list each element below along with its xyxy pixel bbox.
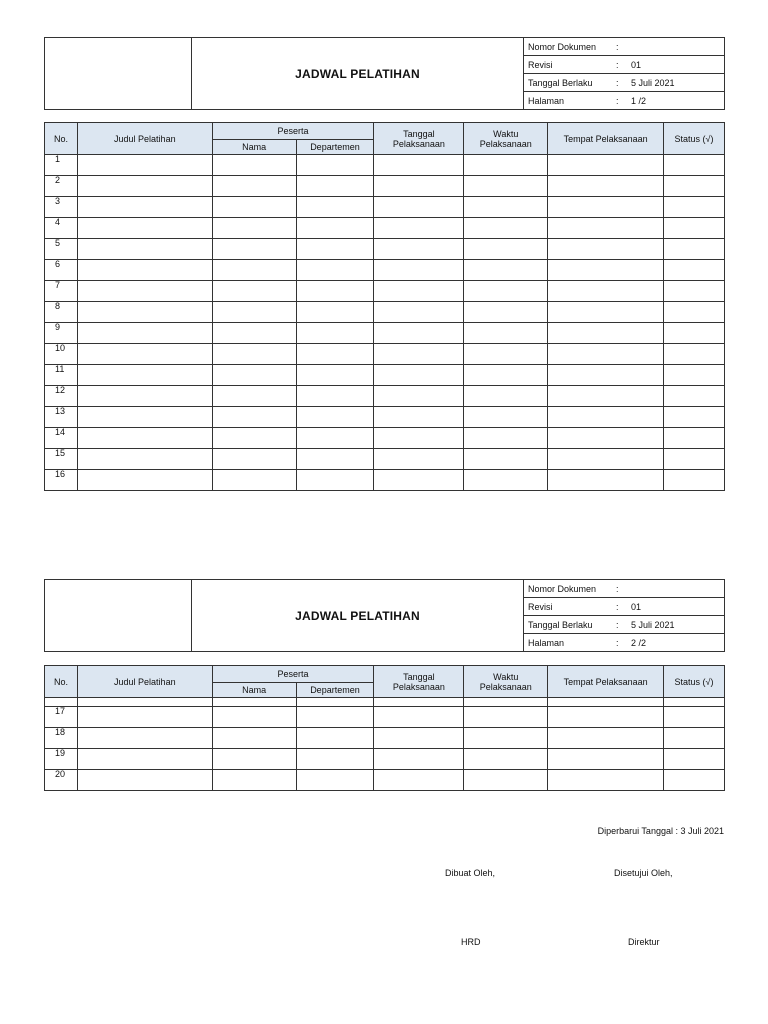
approved-by-label: Disetujui Oleh, — [614, 868, 673, 878]
cell-nama — [212, 428, 296, 449]
cell-nama — [212, 239, 296, 260]
cell-status — [664, 239, 725, 260]
cell-nama — [212, 470, 296, 491]
cell-departemen — [296, 770, 374, 791]
col-no: No. — [45, 123, 78, 155]
logo-area — [45, 38, 192, 110]
cell-waktu — [464, 698, 548, 707]
cell-waktu — [464, 155, 548, 176]
cell-judul — [77, 260, 212, 281]
meta-value: : 1 /2 — [616, 92, 725, 110]
table-row — [45, 281, 725, 302]
table-row — [45, 344, 725, 365]
cell-tanggal — [374, 386, 464, 407]
cell-nama — [212, 344, 296, 365]
cell-tanggal — [374, 281, 464, 302]
cell-departemen — [296, 197, 374, 218]
cell-judul — [77, 428, 212, 449]
meta-label: Halaman — [524, 92, 617, 110]
cell-waktu — [464, 281, 548, 302]
cell-tanggal — [374, 728, 464, 749]
cell-tempat — [548, 365, 664, 386]
col-judul: Judul Pelatihan — [77, 123, 212, 155]
cell-nama — [212, 260, 296, 281]
cell-departemen — [296, 428, 374, 449]
cell-tempat — [548, 218, 664, 239]
document-header-2 — [44, 579, 725, 652]
cell-tempat — [548, 707, 664, 728]
cell-departemen — [296, 176, 374, 197]
cell-waktu — [464, 470, 548, 491]
cell-tanggal — [374, 407, 464, 428]
cell-nama — [212, 176, 296, 197]
cell-status — [664, 302, 725, 323]
cell-waktu — [464, 323, 548, 344]
cell-no: 9 — [45, 323, 78, 344]
meta-value: : 2 /2 — [616, 634, 725, 652]
cell-status — [664, 323, 725, 344]
cell-status — [664, 386, 725, 407]
cell-tanggal — [374, 323, 464, 344]
cell-departemen — [296, 281, 374, 302]
meta-value: : — [616, 580, 725, 598]
cell-waktu — [464, 428, 548, 449]
col-peserta: Peserta — [212, 666, 374, 683]
cell-judul — [77, 365, 212, 386]
cell-status — [664, 770, 725, 791]
cell-status — [664, 428, 725, 449]
cell-nama — [212, 365, 296, 386]
cell-status — [664, 698, 725, 707]
cell-no: 5 — [45, 239, 78, 260]
cell-nama — [212, 728, 296, 749]
cell-status — [664, 260, 725, 281]
schedule-table-2 — [44, 665, 725, 791]
cell-tempat — [548, 698, 664, 707]
cell-waktu — [464, 302, 548, 323]
cell-departemen — [296, 470, 374, 491]
cell-status — [664, 407, 725, 428]
cell-departemen — [296, 155, 374, 176]
cell-tempat — [548, 407, 664, 428]
cell-status — [664, 470, 725, 491]
cell-judul — [77, 386, 212, 407]
meta-label: Tanggal Berlaku — [524, 74, 617, 92]
cell-no: 14 — [45, 428, 78, 449]
made-by-role: HRD — [461, 937, 481, 947]
meta-value: : — [616, 38, 725, 56]
col-status: Status (√) — [664, 666, 725, 698]
cell-no: 19 — [45, 749, 78, 770]
table-row — [45, 260, 725, 281]
cell-judul — [77, 698, 212, 707]
cell-tanggal — [374, 770, 464, 791]
cell-tempat — [548, 470, 664, 491]
cell-tempat — [548, 281, 664, 302]
cell-status — [664, 728, 725, 749]
cell-nama — [212, 302, 296, 323]
table-row — [45, 302, 725, 323]
updated-date: Diperbarui Tanggal : 3 Juli 2021 — [597, 826, 724, 836]
made-by-label: Dibuat Oleh, — [445, 868, 496, 878]
cell-waktu — [464, 239, 548, 260]
cell-departemen — [296, 407, 374, 428]
cell-waktu — [464, 749, 548, 770]
cell-waktu — [464, 176, 548, 197]
col-departemen: Departemen — [296, 683, 374, 698]
cell-nama — [212, 749, 296, 770]
cell-tanggal — [374, 365, 464, 386]
cell-judul — [77, 281, 212, 302]
cell-waktu — [464, 386, 548, 407]
col-tempat: Tempat Pelaksanaan — [548, 123, 664, 155]
cell-nama — [212, 698, 296, 707]
cell-status — [664, 281, 725, 302]
cell-departemen — [296, 302, 374, 323]
meta-value: : 5 Juli 2021 — [616, 74, 725, 92]
col-nama: Nama — [212, 683, 296, 698]
col-status: Status (√) — [664, 123, 725, 155]
col-tanggal: Tanggal Pelaksanaan — [374, 123, 464, 155]
cell-no: 18 — [45, 728, 78, 749]
table-row — [45, 470, 725, 491]
table-row — [45, 197, 725, 218]
cell-tanggal — [374, 707, 464, 728]
cell-waktu — [464, 344, 548, 365]
cell-departemen — [296, 218, 374, 239]
cell-departemen — [296, 749, 374, 770]
cell-tempat — [548, 749, 664, 770]
cell-no: 17 — [45, 707, 78, 728]
cell-tempat — [548, 323, 664, 344]
col-nama: Nama — [212, 140, 296, 155]
meta-label: Nomor Dokumen — [524, 38, 617, 56]
cell-no: 15 — [45, 449, 78, 470]
table-row — [45, 218, 725, 239]
col-peserta: Peserta — [212, 123, 374, 140]
cell-nama — [212, 197, 296, 218]
document-title: JADWAL PELATIHAN — [192, 580, 524, 652]
cell-tempat — [548, 770, 664, 791]
cell-status — [664, 176, 725, 197]
cell-no: 4 — [45, 218, 78, 239]
cell-nama — [212, 218, 296, 239]
cell-tempat — [548, 239, 664, 260]
cell-tanggal — [374, 698, 464, 707]
schedule-table-1 — [44, 122, 725, 491]
cell-tanggal — [374, 155, 464, 176]
cell-judul — [77, 449, 212, 470]
cell-no: 12 — [45, 386, 78, 407]
cell-tanggal — [374, 470, 464, 491]
cell-no: 11 — [45, 365, 78, 386]
table-row — [45, 386, 725, 407]
cell-waktu — [464, 260, 548, 281]
cell-status — [664, 218, 725, 239]
cell-nama — [212, 449, 296, 470]
cell-tempat — [548, 260, 664, 281]
cell-judul — [77, 707, 212, 728]
cell-nama — [212, 155, 296, 176]
cell-tanggal — [374, 176, 464, 197]
cell-departemen — [296, 728, 374, 749]
cell-nama — [212, 770, 296, 791]
meta-value: : 01 — [616, 56, 725, 74]
cell-departemen — [296, 260, 374, 281]
cell-no: 7 — [45, 281, 78, 302]
table-row — [45, 707, 725, 728]
cell-judul — [77, 176, 212, 197]
cell-tempat — [548, 155, 664, 176]
col-tempat: Tempat Pelaksanaan — [548, 666, 664, 698]
cell-tempat — [548, 197, 664, 218]
cell-no: 8 — [45, 302, 78, 323]
cell-tempat — [548, 728, 664, 749]
col-waktu: Waktu Pelaksanaan — [464, 666, 548, 698]
cell-no: 10 — [45, 344, 78, 365]
table-row — [45, 698, 725, 707]
cell-no: 1 — [45, 155, 78, 176]
cell-tempat — [548, 386, 664, 407]
cell-waktu — [464, 728, 548, 749]
cell-status — [664, 365, 725, 386]
cell-waktu — [464, 407, 548, 428]
col-tanggal: Tanggal Pelaksanaan — [374, 666, 464, 698]
cell-tanggal — [374, 449, 464, 470]
cell-judul — [77, 407, 212, 428]
cell-tempat — [548, 428, 664, 449]
cell-departemen — [296, 323, 374, 344]
table-row — [45, 323, 725, 344]
col-waktu: Waktu Pelaksanaan — [464, 123, 548, 155]
meta-label: Nomor Dokumen — [524, 580, 617, 598]
col-judul: Judul Pelatihan — [77, 666, 212, 698]
cell-departemen — [296, 449, 374, 470]
meta-label: Revisi — [524, 598, 617, 616]
col-departemen: Departemen — [296, 140, 374, 155]
cell-tempat — [548, 176, 664, 197]
meta-value: : 5 Juli 2021 — [616, 616, 725, 634]
table-row — [45, 428, 725, 449]
cell-tanggal — [374, 239, 464, 260]
table-row — [45, 407, 725, 428]
cell-judul — [77, 323, 212, 344]
cell-judul — [77, 155, 212, 176]
cell-judul — [77, 749, 212, 770]
cell-no: 13 — [45, 407, 78, 428]
cell-judul — [77, 218, 212, 239]
table-row — [45, 749, 725, 770]
cell-no: 3 — [45, 197, 78, 218]
cell-departemen — [296, 239, 374, 260]
cell-tempat — [548, 449, 664, 470]
table-row — [45, 176, 725, 197]
table-row — [45, 728, 725, 749]
col-no: No. — [45, 666, 78, 698]
cell-judul — [77, 344, 212, 365]
cell-tanggal — [374, 302, 464, 323]
meta-value: : 01 — [616, 598, 725, 616]
meta-label: Halaman — [524, 634, 617, 652]
cell-departemen — [296, 386, 374, 407]
cell-no: 2 — [45, 176, 78, 197]
cell-departemen — [296, 365, 374, 386]
cell-tanggal — [374, 344, 464, 365]
cell-waktu — [464, 449, 548, 470]
cell-waktu — [464, 770, 548, 791]
cell-judul — [77, 770, 212, 791]
cell-waktu — [464, 218, 548, 239]
cell-departemen — [296, 344, 374, 365]
cell-judul — [77, 728, 212, 749]
meta-label: Revisi — [524, 56, 617, 74]
table-row — [45, 770, 725, 791]
meta-label: Tanggal Berlaku — [524, 616, 617, 634]
cell-status — [664, 344, 725, 365]
cell-status — [664, 707, 725, 728]
table-row — [45, 449, 725, 470]
table-row — [45, 155, 725, 176]
cell-tanggal — [374, 749, 464, 770]
logo-area — [45, 580, 192, 652]
cell-nama — [212, 707, 296, 728]
cell-no: 6 — [45, 260, 78, 281]
cell-waktu — [464, 707, 548, 728]
table-row — [45, 365, 725, 386]
cell-tempat — [548, 302, 664, 323]
cell-judul — [77, 197, 212, 218]
table-row — [45, 239, 725, 260]
document-title: JADWAL PELATIHAN — [192, 38, 524, 110]
cell-tempat — [548, 344, 664, 365]
cell-tanggal — [374, 218, 464, 239]
cell-no: 16 — [45, 470, 78, 491]
cell-nama — [212, 323, 296, 344]
cell-waktu — [464, 365, 548, 386]
cell-judul — [77, 239, 212, 260]
approved-by-role: Direktur — [628, 937, 660, 947]
cell-departemen — [296, 707, 374, 728]
cell-status — [664, 155, 725, 176]
cell-tanggal — [374, 197, 464, 218]
cell-judul — [77, 470, 212, 491]
cell-judul — [77, 302, 212, 323]
cell-status — [664, 749, 725, 770]
cell-tanggal — [374, 260, 464, 281]
cell-tanggal — [374, 428, 464, 449]
cell-nama — [212, 386, 296, 407]
cell-nama — [212, 281, 296, 302]
cell-departemen — [296, 698, 374, 707]
cell-status — [664, 197, 725, 218]
cell-nama — [212, 407, 296, 428]
document-header-1 — [44, 37, 725, 110]
cell-waktu — [464, 197, 548, 218]
cell-status — [664, 449, 725, 470]
cell-no: 20 — [45, 770, 78, 791]
